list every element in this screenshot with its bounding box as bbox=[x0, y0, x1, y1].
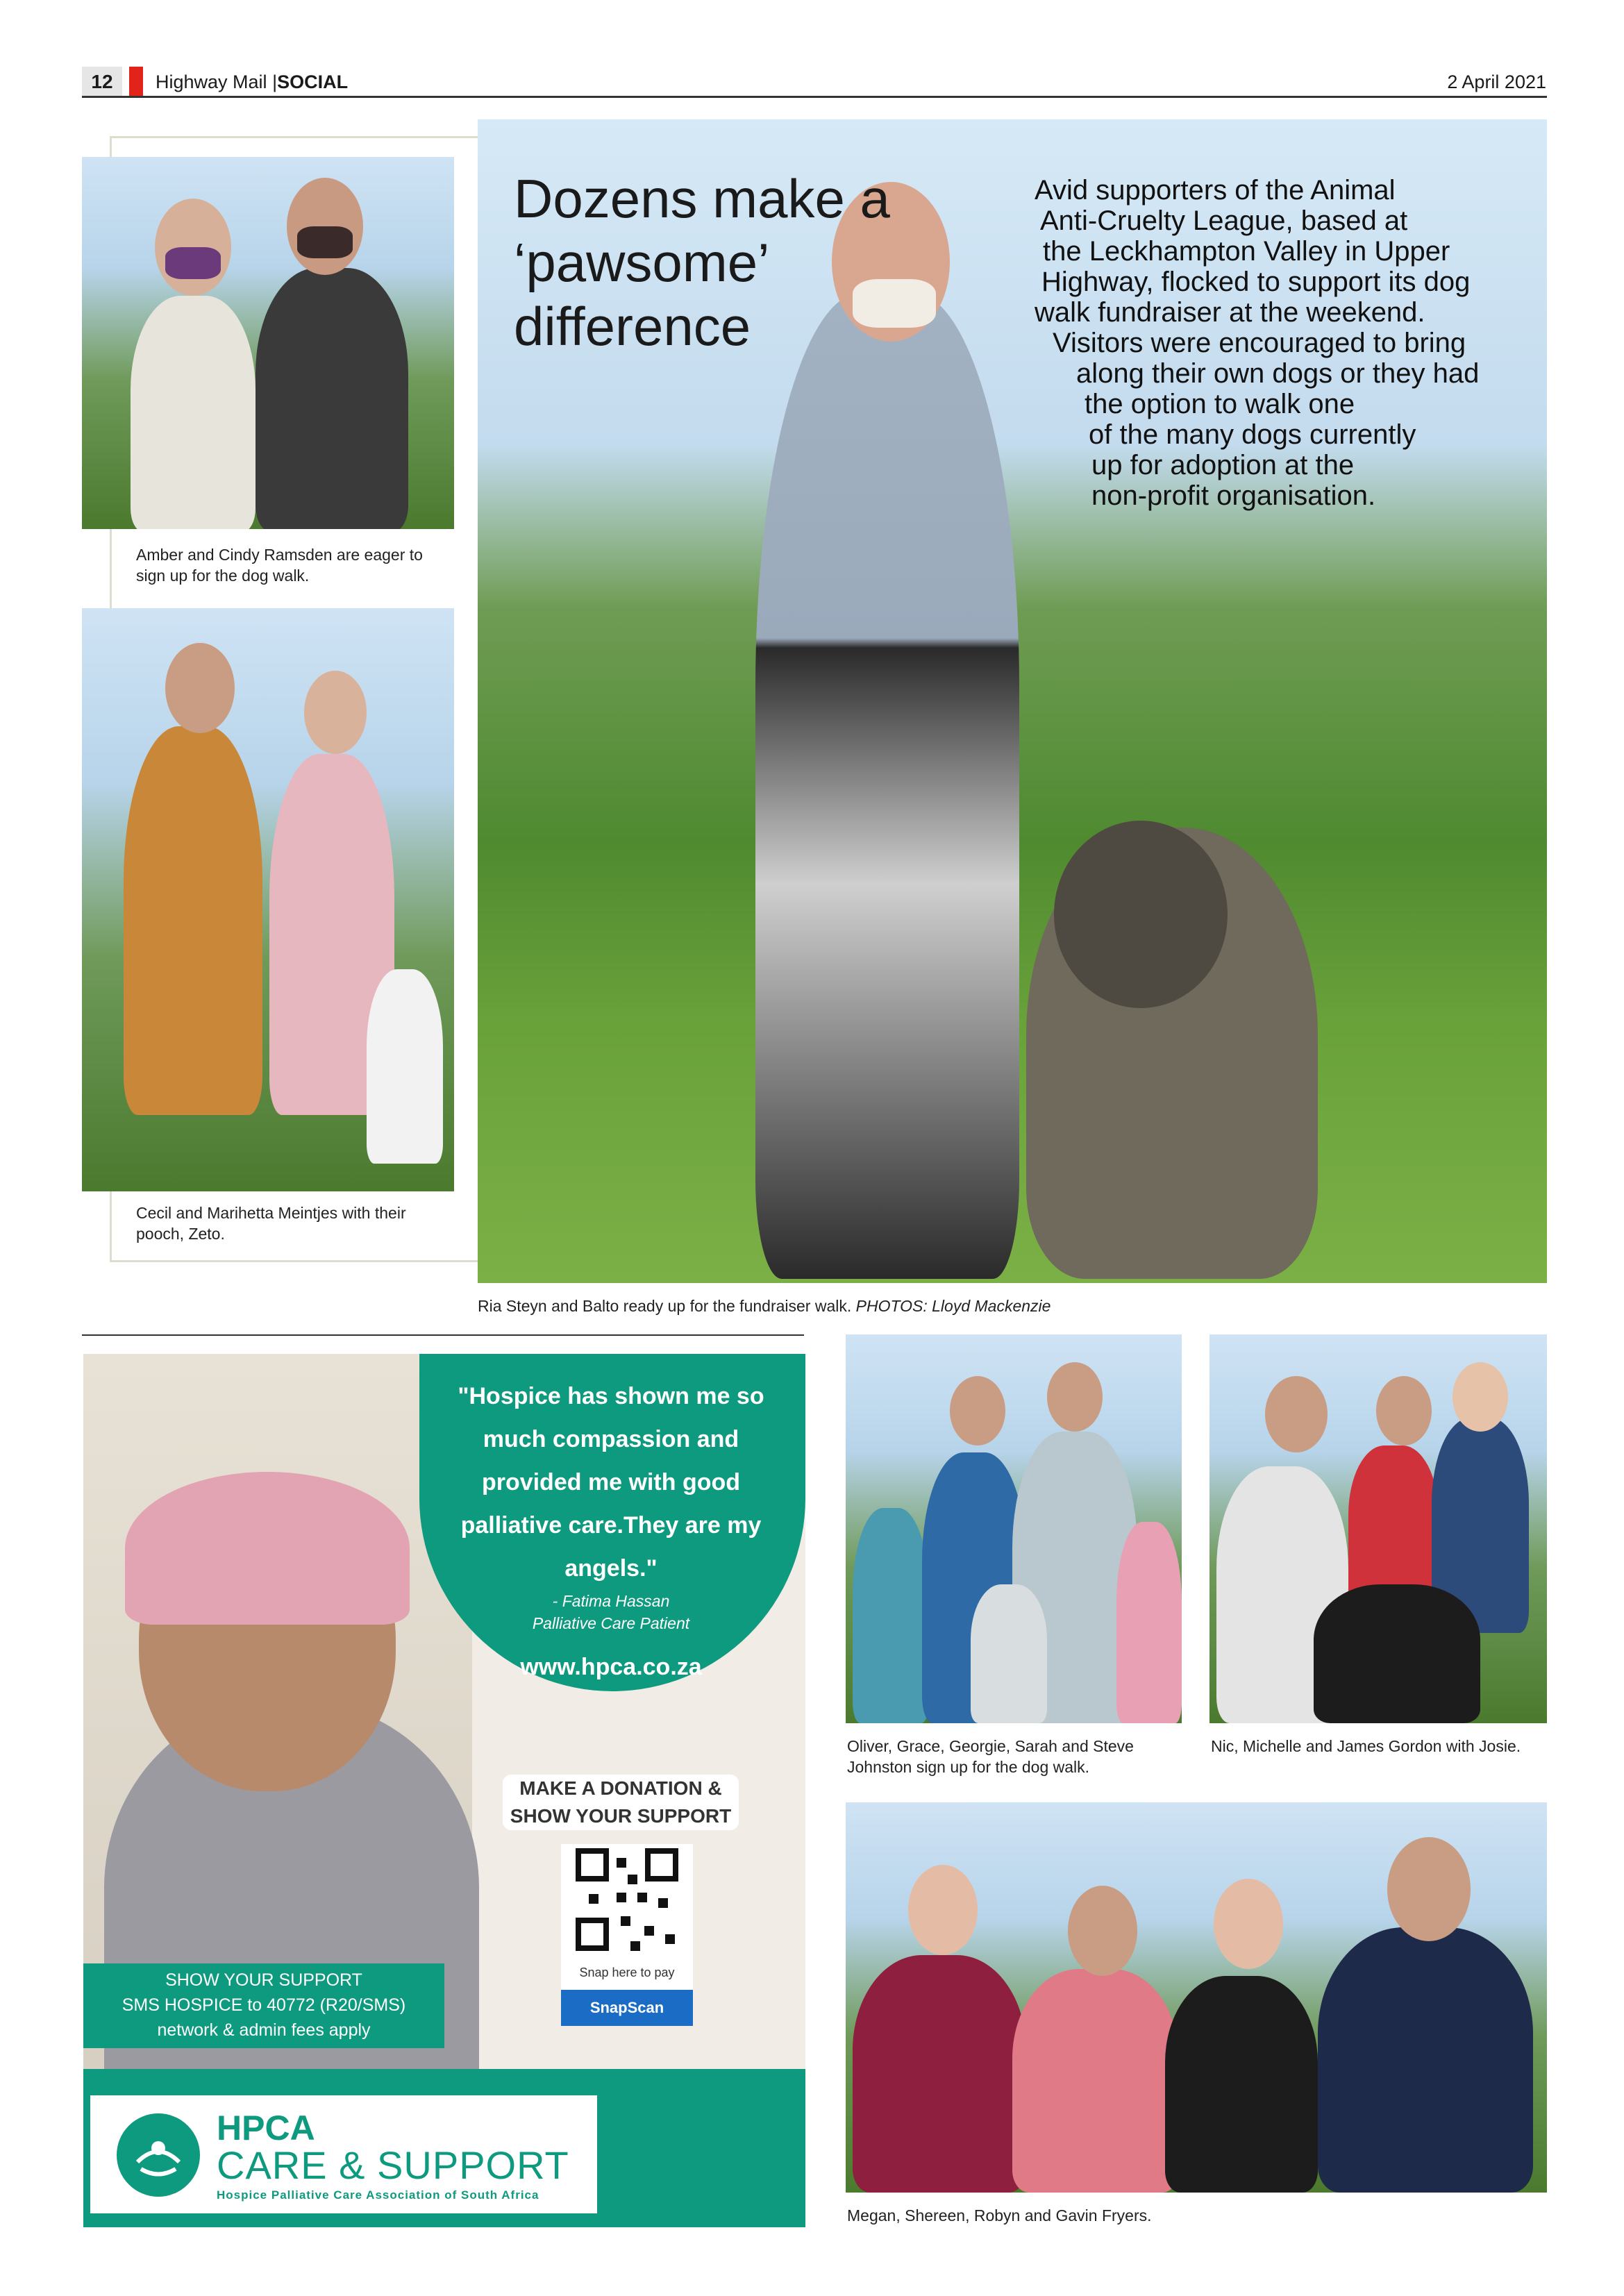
ad-attribution-role: Palliative Care Patient bbox=[532, 1614, 690, 1632]
caption-main-text: Ria Steyn and Balto ready up for the fundraiser walk. bbox=[478, 1297, 852, 1315]
ad-attribution-name: - Fatima Hassan bbox=[552, 1592, 670, 1610]
caption-ramsden: Amber and Cindy Ramsden are eager to sign up for the dog walk. bbox=[136, 546, 423, 585]
ad-sms-line: SHOW YOUR SUPPORT bbox=[165, 1970, 362, 1990]
ad-snapscan-badge: SnapScan bbox=[561, 1990, 693, 2026]
section-separator: | bbox=[272, 72, 278, 92]
photo-meintjes bbox=[82, 608, 454, 1191]
intro-line: walk fundraiser at the weekend. bbox=[1035, 297, 1425, 328]
ad-logo-care-support: CARE & SUPPORT bbox=[217, 2143, 569, 2187]
ad-sms-line: SMS HOSPICE to 40772 (R20/SMS) bbox=[122, 1995, 406, 2015]
intro-line: Avid supporters of the Animal bbox=[1035, 175, 1396, 206]
caption-johnston: Oliver, Grace, Georgie, Sarah and Steve Johnston sign up for the dog walk. bbox=[847, 1737, 1134, 1776]
headline: Dozens make a ‘pawsome’ difference bbox=[514, 168, 890, 357]
header-accent-bar bbox=[129, 67, 143, 97]
intro-line: the option to walk one bbox=[1085, 389, 1355, 419]
ad-quote: "Hospice has shown me so much compassion and provided me with good palliative care.They are my angels." bbox=[458, 1383, 764, 1582]
intro-line: along their own dogs or they had bbox=[1076, 358, 1480, 389]
ad-qr-code bbox=[561, 1844, 693, 1990]
page-number: 12 bbox=[82, 67, 122, 97]
hpca-logo bbox=[90, 2095, 597, 2213]
publication-name: Highway Mail bbox=[156, 72, 267, 92]
ad-donate-callout: MAKE A DONATION & SHOW YOUR SUPPORT bbox=[503, 1775, 739, 1830]
ad-sms-line: network & admin fees apply bbox=[157, 2020, 371, 2040]
ad-attribution bbox=[458, 1590, 764, 1634]
intro-line: of the many dogs currently bbox=[1089, 419, 1416, 450]
ad-sms-panel bbox=[83, 1963, 444, 2048]
intro-text bbox=[1035, 175, 1534, 511]
photo-gordon bbox=[1209, 1334, 1547, 1723]
caption-gordon: Nic, Michelle and James Gordon with Josie. bbox=[1211, 1737, 1521, 1755]
intro-line: non-profit organisation. bbox=[1091, 480, 1376, 511]
hpca-advertisement bbox=[83, 1354, 805, 2227]
ad-logo-subtitle: Hospice Palliative Care Association of South Africa bbox=[217, 2188, 539, 2202]
photo-ramsden bbox=[82, 157, 454, 529]
intro-line: the Leckhampton Valley in Upper bbox=[1043, 236, 1450, 267]
ad-snap-here: Snap here to pay bbox=[579, 1966, 675, 1979]
header-rule bbox=[82, 96, 1547, 98]
intro-line: up for adoption at the bbox=[1091, 450, 1355, 480]
issue-date: 2 April 2021 bbox=[1447, 72, 1546, 92]
ad-logo-hpca: HPCA bbox=[217, 2109, 315, 2147]
photo-credit: PHOTOS: Lloyd Mackenzie bbox=[855, 1297, 1051, 1315]
ad-portrait bbox=[83, 1354, 472, 2069]
photo-fryers bbox=[846, 1802, 1547, 2193]
publication-header bbox=[156, 69, 348, 94]
ad-website-link[interactable]: www.hpca.co.za bbox=[520, 1654, 702, 1680]
section-name: SOCIAL bbox=[277, 72, 349, 92]
ad-footer-band bbox=[83, 2069, 805, 2227]
ad-top-rule bbox=[82, 1334, 804, 1336]
intro-line: Highway, flocked to support its dog bbox=[1041, 267, 1471, 297]
intro-line: Visitors were encouraged to bring bbox=[1053, 328, 1466, 358]
caption-main bbox=[478, 1296, 1519, 1316]
qr-code-icon bbox=[561, 1844, 693, 1962]
hpca-hands-icon bbox=[117, 2113, 200, 2197]
caption-fryers: Megan, Shereen, Robyn and Gavin Fryers. bbox=[847, 2206, 1152, 2224]
intro-line: Anti-Cruelty League, based at bbox=[1040, 206, 1408, 236]
photo-johnston bbox=[846, 1334, 1182, 1723]
caption-meintjes: Cecil and Marihetta Meintjes with their pooch, Zeto. bbox=[136, 1204, 406, 1243]
